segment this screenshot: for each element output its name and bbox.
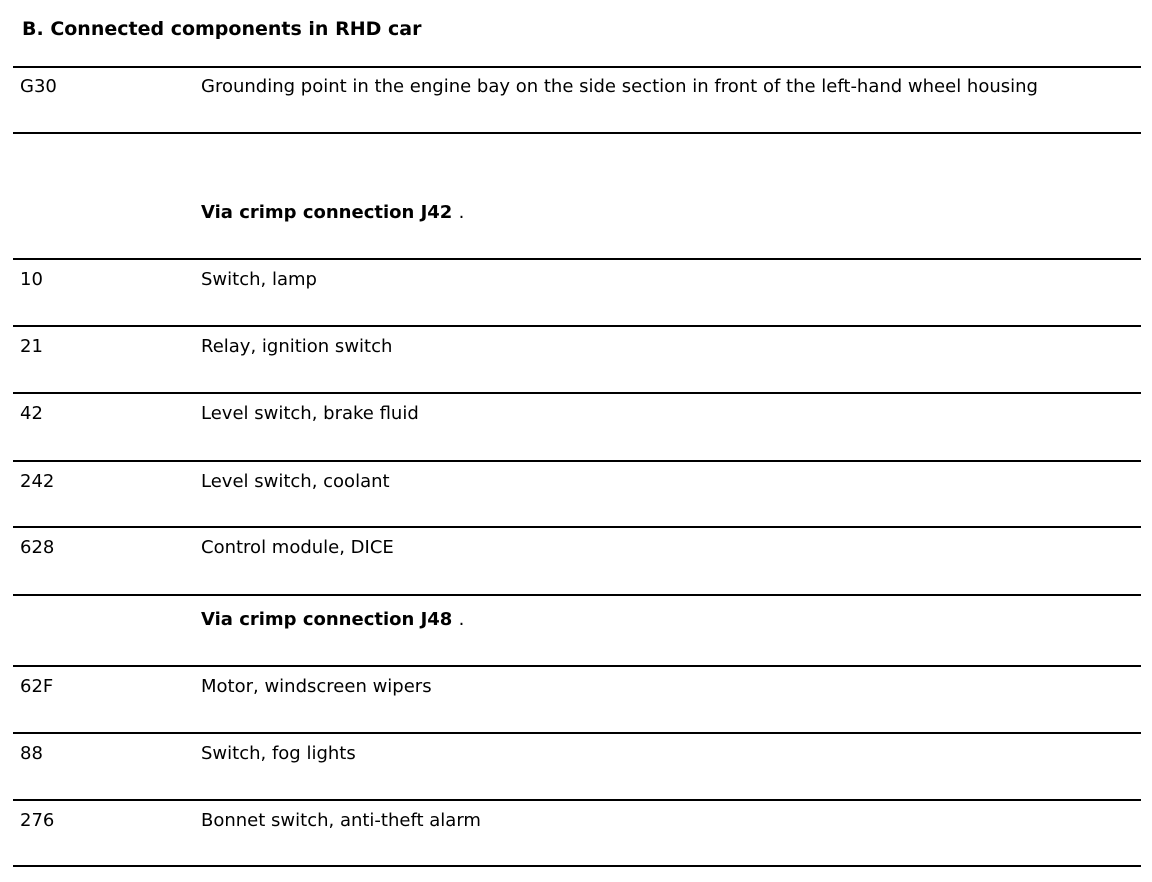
component-code: 62F — [20, 676, 54, 697]
component-code: G30 — [20, 76, 57, 97]
table-divider — [13, 460, 1141, 462]
section-heading-suffix: . — [458, 202, 465, 223]
component-description: Motor, windscreen wipers — [201, 676, 432, 697]
component-description: Relay, ignition switch — [201, 336, 393, 357]
section-heading — [201, 202, 464, 223]
component-code: 10 — [20, 269, 43, 290]
component-code: 628 — [20, 537, 55, 558]
table-divider — [13, 66, 1141, 68]
component-description: Grounding point in the engine bay on the side section in front of the left-hand wheel housing — [201, 76, 1038, 97]
table-divider — [13, 526, 1141, 528]
table-divider — [13, 665, 1141, 667]
component-description: Switch, lamp — [201, 269, 317, 290]
table-divider — [13, 392, 1141, 394]
table-divider — [13, 132, 1141, 134]
table-divider — [13, 865, 1141, 867]
component-description: Switch, fog lights — [201, 743, 356, 764]
component-code: 88 — [20, 743, 43, 764]
table-divider — [13, 325, 1141, 327]
table-divider — [13, 732, 1141, 734]
component-description: Level switch, brake fluid — [201, 403, 419, 424]
table-divider — [13, 258, 1141, 260]
component-code: 42 — [20, 403, 43, 424]
section-heading-label: Via crimp connection J48 — [201, 609, 453, 630]
component-description: Control module, DICE — [201, 537, 394, 558]
page-title: B. Connected components in RHD car — [22, 18, 422, 40]
table-divider — [13, 594, 1141, 596]
component-description: Bonnet switch, anti-theft alarm — [201, 810, 481, 831]
component-code: 276 — [20, 810, 55, 831]
component-code: 242 — [20, 471, 55, 492]
section-heading-suffix: . — [458, 609, 465, 630]
table-divider — [13, 799, 1141, 801]
component-code: 21 — [20, 336, 43, 357]
section-heading-label: Via crimp connection J42 — [201, 202, 453, 223]
component-description: Level switch, coolant — [201, 471, 390, 492]
section-heading — [201, 609, 464, 630]
